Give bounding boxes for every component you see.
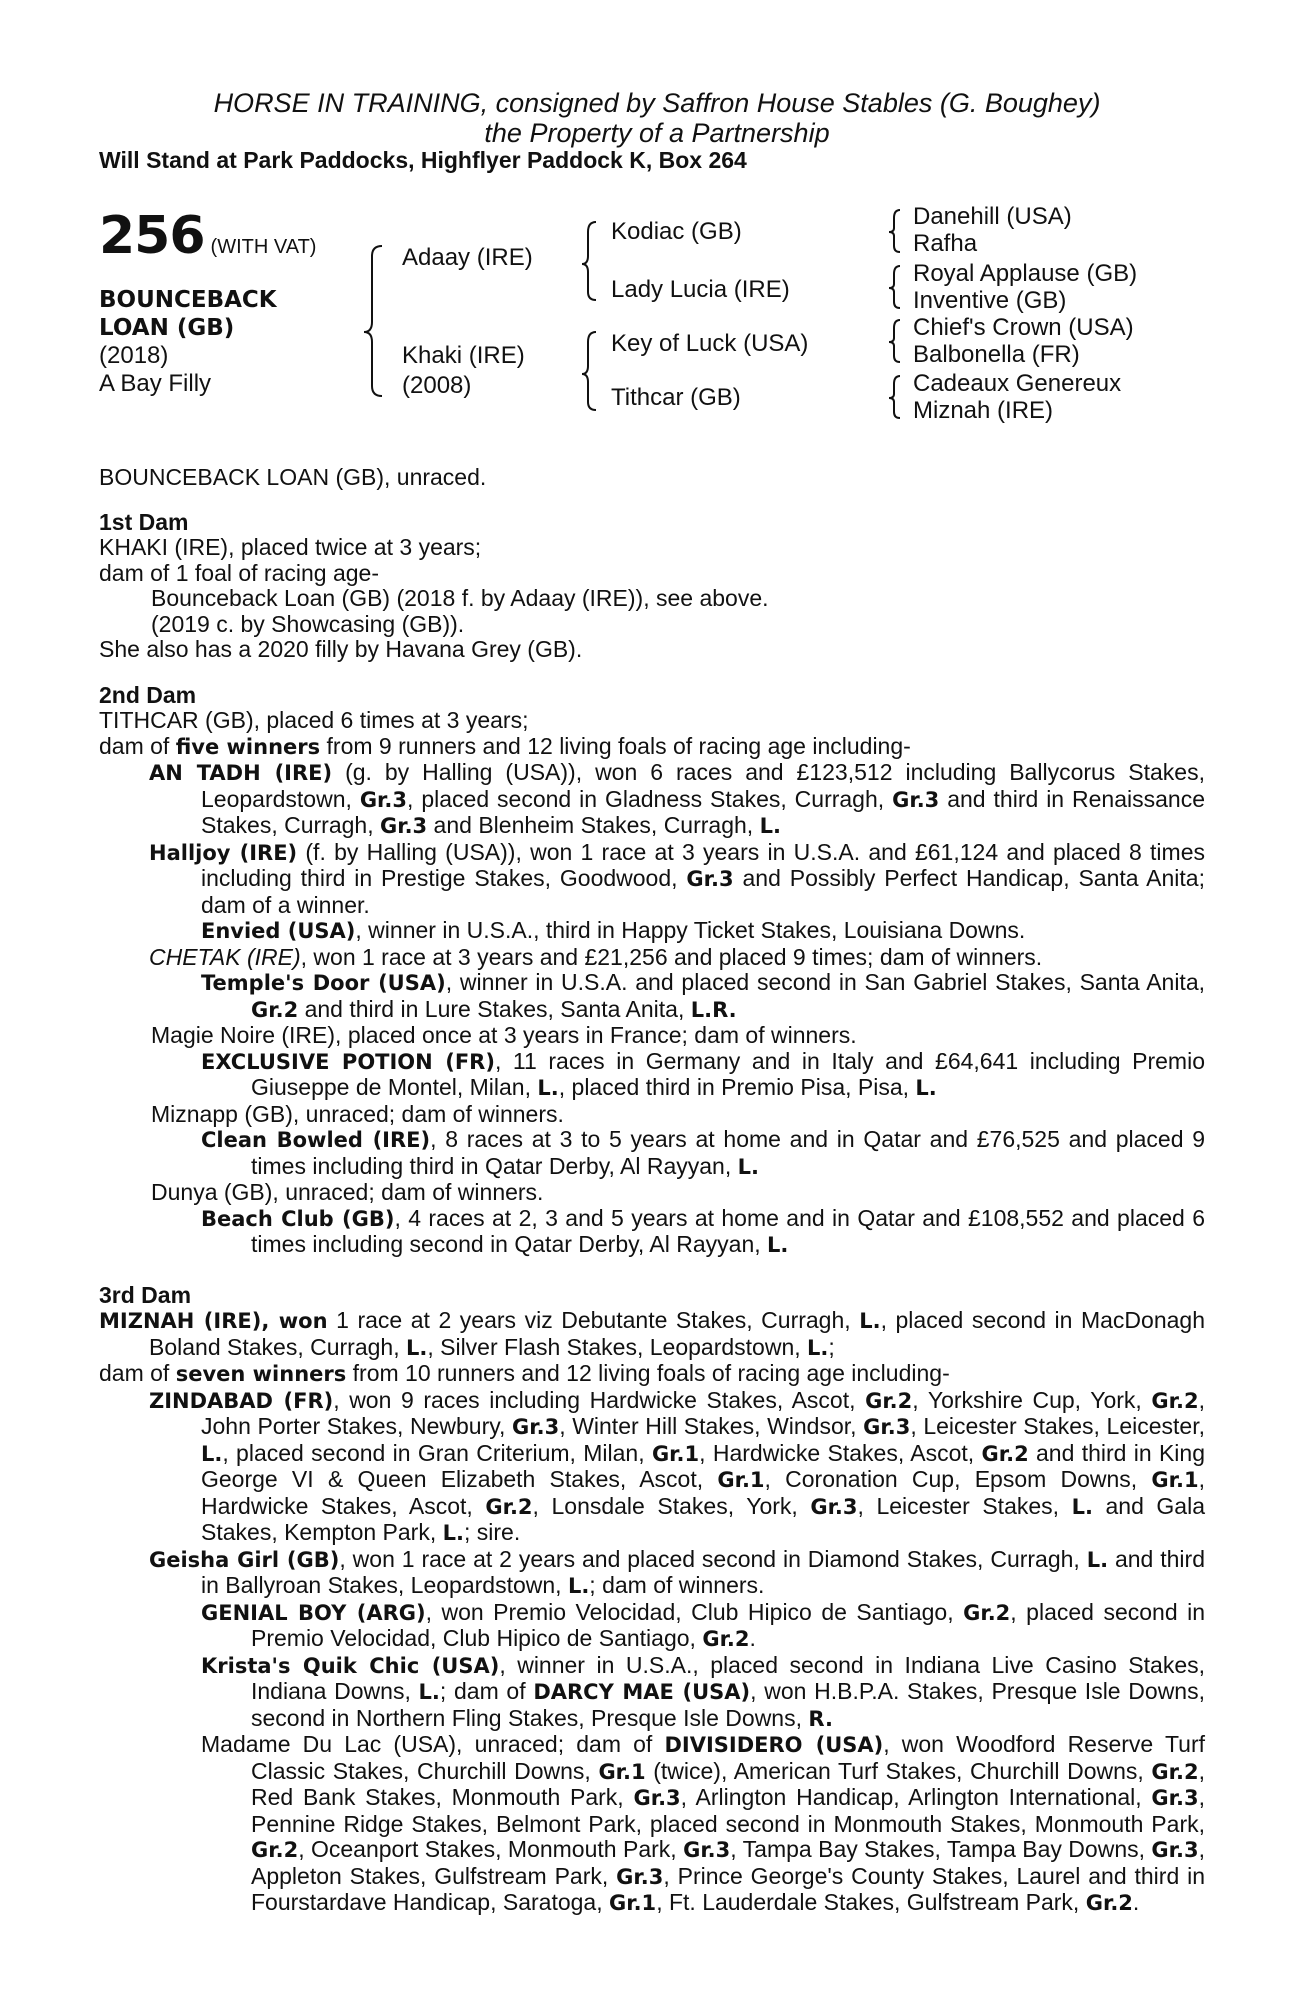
pedigree-ssd: Rafha: [913, 230, 978, 257]
pedigree-sdd: Inventive (GB): [913, 287, 1067, 314]
pedigree-sire: Adaay (IRE): [402, 244, 533, 271]
pedigree-sire-sire: Kodiac (GB): [611, 218, 742, 245]
horse-name-2: LOAN (GB): [99, 315, 235, 341]
first-dam-line: KHAKI (IRE), placed twice at 3 years;: [99, 534, 482, 560]
produce-entry: Miznapp (GB), unraced; dam of winners.: [151, 1100, 564, 1127]
produce-entry: Krista's Quik Chic (USA), winner in U.S.A., placed second in Indiana Live Casino Stakes, Indiana Downs, L.; dam of DARCY MAE (USA), won H.B.P.A. Stakes, Presque Isle Downs, second in Northern Fling Stakes, Presque Isle Downs, R.: [201, 1651, 1206, 1731]
second-dam-title: 2nd Dam: [99, 681, 197, 708]
third-dam-title: 3rd Dam: [99, 1281, 192, 1308]
pedigree-dam-sire: Key of Luck (USA): [611, 330, 809, 357]
pedigree-sire-dam: Lady Lucia (IRE): [611, 276, 790, 303]
catalogue-body: [99, 465, 1205, 1917]
pedigree-dam-dam: Tithcar (GB): [611, 384, 741, 411]
pedigree-sss: Danehill (USA): [913, 203, 1072, 230]
pedigree-dam-year: (2008): [402, 372, 472, 399]
first-dam-line: dam of 1 foal of racing age-: [99, 559, 379, 586]
second-dam-line: TITHCAR (GB), placed 6 times at 3 years;: [99, 707, 529, 733]
produce-entry: CHETAK (IRE), won 1 race at 3 years and £21,256 and placed 9 times; dam of winners.: [149, 943, 1043, 970]
first-dam-title: 1st Dam: [99, 508, 189, 535]
lot-number: 256: [99, 206, 205, 266]
produce-entry: Geisha Girl (GB), won 1 race at 2 years and placed second in Diamond Stakes, Curragh, L. and third in Ballyroan Stakes, Leopardstown, L.; dam of winners.: [149, 1545, 1205, 1598]
catalogue-header-line2: the Property of a Partnership: [484, 118, 830, 148]
produce-entry: ZINDABAD (FR), won 9 races including Hardwicke Stakes, Ascot, Gr.2, Yorkshire Cup, York, Gr.2, John Porter Stakes, Newbury, Gr.3, Winter Hill Stakes, Windsor, Gr.3, Leicester Stakes, Leicester, L., placed second in Gran Criterium, Milan, Gr.1, Hardwicke Stakes, Ascot, Gr.2 and third in King George VI & Queen Elizabeth Stakes, Ascot, Gr.1, Coronation Cup, Epsom Downs, Gr.1, Hardwicke Stakes, Ascot, Gr.2, Lonsdale Stakes, York, Gr.3, Leicester Stakes, L. and Gala Stakes, Kempton Park, L.; sire.: [149, 1386, 1205, 1545]
produce-entry: Clean Bowled (IRE), 8 races at 3 to 5 years at home and in Qatar and £76,525 and placed 9 times including third in Qatar Derby, Al Rayyan, L.: [201, 1126, 1205, 1179]
first-dam-foal: (2019 c. by Showcasing (GB)).: [151, 610, 465, 637]
pedigree-dam: Khaki (IRE): [402, 342, 525, 369]
produce-entry: EXCLUSIVE POTION (FR), 11 races in Germany and in Italy and £64,641 including Premio Giuseppe de Montel, Milan, L., placed third in Premio Pisa, Pisa, L.: [201, 1047, 1205, 1100]
produce-entry: Envied (USA), winner in U.S.A., third in Happy Ticket Stakes, Louisiana Downs.: [201, 917, 1026, 943]
catalogue-header-line1: HORSE IN TRAINING, consigned by Saffron House Stables (G. Boughey): [213, 88, 1101, 118]
produce-entry: Beach Club (GB), 4 races at 2, 3 and 5 years at home and in Qatar and £108,552 and placed 6 times including second in Qatar Derby, Al Rayyan, L.: [201, 1204, 1205, 1257]
pedigree-dds: Cadeaux Genereux: [913, 370, 1122, 397]
lot-vat: (WITH VAT): [210, 236, 317, 258]
third-dam-produce-line: dam of seven winners from 10 runners and 12 living foals of racing age including-: [99, 1360, 950, 1386]
horse-desc: A Bay Filly: [99, 370, 212, 397]
second-dam-produce-line: dam of five winners from 9 runners and 12 living foals of racing age including-: [99, 732, 911, 759]
third-dam-line: MIZNAH (IRE), won 1 race at 2 years viz Debutante Stakes, Curragh, L., placed second in MacDonagh Boland Stakes, Curragh, L., Silver Flash Stakes, Leopardstown, L.;: [99, 1307, 1205, 1360]
produce-entry: Halljoy (IRE) (f. by Halling (USA)), won 1 race at 3 years in U.S.A. and £61,124 and placed 8 times including third in Prestige Stakes, Goodwood, Gr.3 and Possibly Perfect Handicap, Santa Anita; dam of a winner.: [149, 838, 1205, 918]
horse-summary: BOUNCEBACK LOAN (GB), unraced.: [99, 464, 487, 490]
pedigree-dsd: Balbonella (FR): [913, 341, 1080, 368]
pedigree-sds: Royal Applause (GB): [913, 260, 1138, 287]
stand-location: Will Stand at Park Paddocks, Highflyer Paddock K, Box 264: [99, 147, 747, 173]
produce-entry: GENIAL BOY (ARG), won Premio Velocidad, Club Hipico de Santiago, Gr.2, placed second in Premio Velocidad, Club Hipico de Santiago, Gr.2.: [201, 1598, 1206, 1651]
produce-entry: Madame Du Lac (USA), unraced; dam of DIVISIDERO (USA), won Woodford Reserve Turf Classic Stakes, Churchill Downs, Gr.1 (twice), American Turf Stakes, Churchill Downs, Gr.2, Red Bank Stakes, Monmouth Park, Gr.3, Arlington Handicap, Arlington International, Gr.3, Pennine Ridge Stakes, Belmont Park, placed second in Monmouth Stakes, Monmouth Park, Gr.2, Oceanport Stakes, Monmouth Park, Gr.3, Tampa Bay Stakes, Tampa Bay Downs, Gr.3, Appleton Stakes, Gulfstream Park, Gr.3, Prince George's County Stakes, Laurel and third in Fourstardave Handicap, Saratoga, Gr.1, Ft. Lauderdale Stakes, Gulfstream Park, Gr.2.: [201, 1731, 1206, 1915]
horse-year: (2018): [99, 342, 169, 369]
produce-entry: Magie Noire (IRE), placed once at 3 years in France; dam of winners.: [151, 1022, 857, 1048]
pedigree-ddd: Miznah (IRE): [913, 397, 1054, 424]
pedigree-dss: Chief's Crown (USA): [913, 314, 1134, 341]
horse-name-1: BOUNCEBACK: [99, 287, 277, 313]
produce-entry: AN TADH (IRE) (g. by Halling (USA)), won 6 races and £123,512 including Ballycorus Stakes, Leopardstown, Gr.3, placed second in Gladness Stakes, Curragh, Gr.3 and third in Renaissance Stakes, Curragh, Gr.3 and Blenheim Stakes, Curragh, L.: [149, 759, 1205, 838]
first-dam-line: She also has a 2020 filly by Havana Grey (GB).: [99, 636, 583, 662]
produce-entry: Temple's Door (USA), winner in U.S.A. and placed second in San Gabriel Stakes, Santa Anita, Gr.2 and third in Lure Stakes, Santa Anita, L.R.: [201, 969, 1206, 1022]
produce-entry: Dunya (GB), unraced; dam of winners.: [151, 1179, 544, 1205]
first-dam-foal: Bounceback Loan (GB) (2018 f. by Adaay (IRE)), see above.: [151, 585, 769, 611]
